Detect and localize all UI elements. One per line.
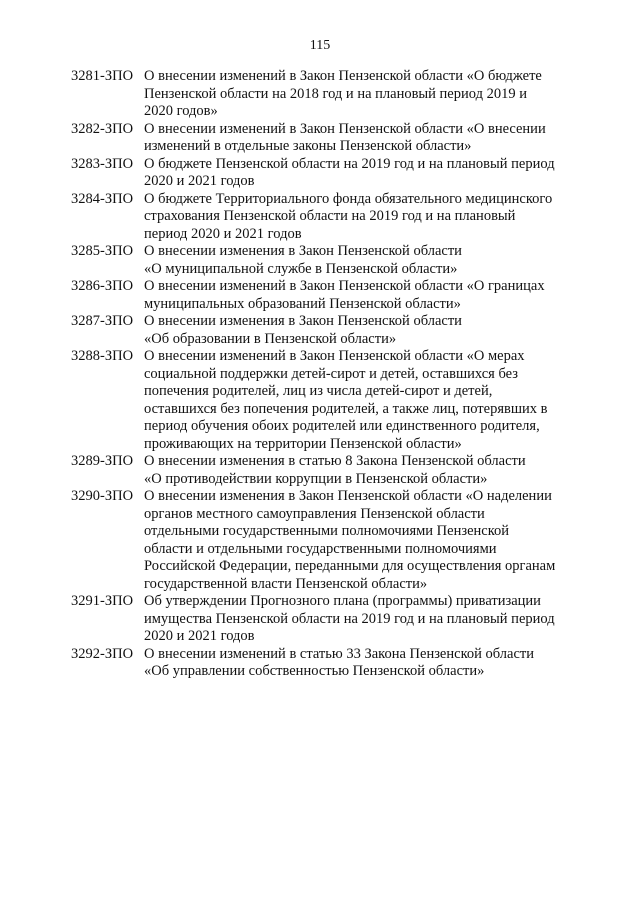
law-title-line: О внесении изменения в Закон Пензенской области «О наделении [144,488,552,504]
law-title-line: О внесении изменений в Закон Пензенской области «О границах [144,278,545,294]
law-number: 3290-ЗПО [71,488,134,504]
law-number: 3281-ЗПО [71,68,134,84]
law-title-line: органов местного самоуправления Пензенской области [144,505,485,522]
law-number: 3287-ЗПО [71,313,134,329]
law-title-line: оставшихся без попечения родителей, а также лиц, потерявших в [144,400,548,417]
list-item [71,593,591,646]
law-title-line: О бюджете Пензенской области на 2019 год и на плановый период [144,155,555,172]
law-title-line: муниципальных образований Пензенской области» [144,295,461,312]
list-item [71,243,591,278]
law-title-line: О внесении изменений в Закон Пензенской области «О бюджете [144,68,542,84]
law-title [144,488,591,593]
law-number: 3288-ЗПО [71,348,134,364]
law-title [144,453,591,488]
law-title-line: попечения родителей, лиц из числа детей-сирот и детей, [144,383,493,399]
law-title [144,593,591,646]
law-title-line: 2020 и 2021 годов [144,628,255,644]
law-number: 3291-ЗПО [71,593,134,609]
list-item [71,646,591,681]
law-number: 3283-ЗПО [71,155,134,172]
law-list [71,68,591,681]
law-title-line: период обучения обоих родителей или единственного родителя, [144,418,540,434]
law-title-line: Пензенской области на 2018 год и на плановый период 2019 и [144,85,527,102]
law-title-line: отдельными государственными полномочиями Пензенской [144,523,510,539]
law-title-line: О внесении изменения в статью 8 Закона Пензенской области [144,453,526,469]
law-title-line: О внесении изменений в Закон Пензенской области «О мерах [144,348,525,364]
law-title [144,156,591,191]
page-number: 115 [309,38,331,53]
law-title-line: области и отдельными государственными полномочиями [144,540,497,557]
list-item [71,191,591,244]
list-item [71,348,591,453]
law-title-line: 2020 и 2021 годов [144,173,255,189]
law-title [144,348,591,453]
law-title-line: О внесении изменений в Закон Пензенской области «О внесении [144,120,546,137]
law-number: 3289-ЗПО [71,453,134,469]
law-title-line: страхования Пензенской области на 2019 год и на плановый [144,208,516,224]
law-title [144,278,591,313]
law-title-line: имущества Пензенской области на 2019 год и на плановый период [144,610,555,627]
law-title-line: проживающих на территории Пензенской области» [144,435,462,452]
law-title [144,121,591,156]
law-title-line: «Об образовании в Пензенской области» [144,330,397,347]
law-title-line: изменений в отдельные законы Пензенской области» [144,138,472,154]
law-number: 3286-ЗПО [71,278,134,294]
law-title-line: О бюджете Территориального фонда обязательного медицинского [144,190,553,207]
law-title-line: 2020 годов» [144,103,218,119]
law-title-line: О внесении изменений в статью 33 Закона Пензенской области [144,645,534,662]
list-item [71,121,591,156]
law-title-line: период 2020 и 2021 годов [144,225,302,242]
list-item [71,453,591,488]
law-title-line: Российской Федерации, переданными для осуществления органам [144,558,556,574]
law-title [144,646,591,681]
law-title-line: социальной поддержки детей-сирот и детей, оставшихся без [144,365,518,382]
law-number: 3282-ЗПО [71,120,134,137]
law-number: 3292-ЗПО [71,645,134,662]
law-title [144,68,591,121]
law-title [144,313,591,348]
law-title-line: «О противодействии коррупции в Пензенской области» [144,470,488,487]
list-item [71,156,591,191]
list-item [71,488,591,593]
law-title-line: О внесении изменения в Закон Пензенской области [144,313,462,329]
law-title [144,243,591,278]
law-title-line: Об утверждении Прогнозного плана (программы) приватизации [144,593,541,609]
law-title-line: государственной власти Пензенской области» [144,575,428,592]
law-number: 3284-ЗПО [71,190,134,207]
list-item [71,68,591,121]
law-title [144,191,591,244]
list-item [71,278,591,313]
law-title-line: «Об управлении собственностью Пензенской области» [144,663,485,679]
law-title-line: О внесении изменения в Закон Пензенской области [144,243,462,259]
law-title-line: «О муниципальной службе в Пензенской области» [144,260,458,277]
law-number: 3285-ЗПО [71,243,134,259]
list-item [71,313,591,348]
